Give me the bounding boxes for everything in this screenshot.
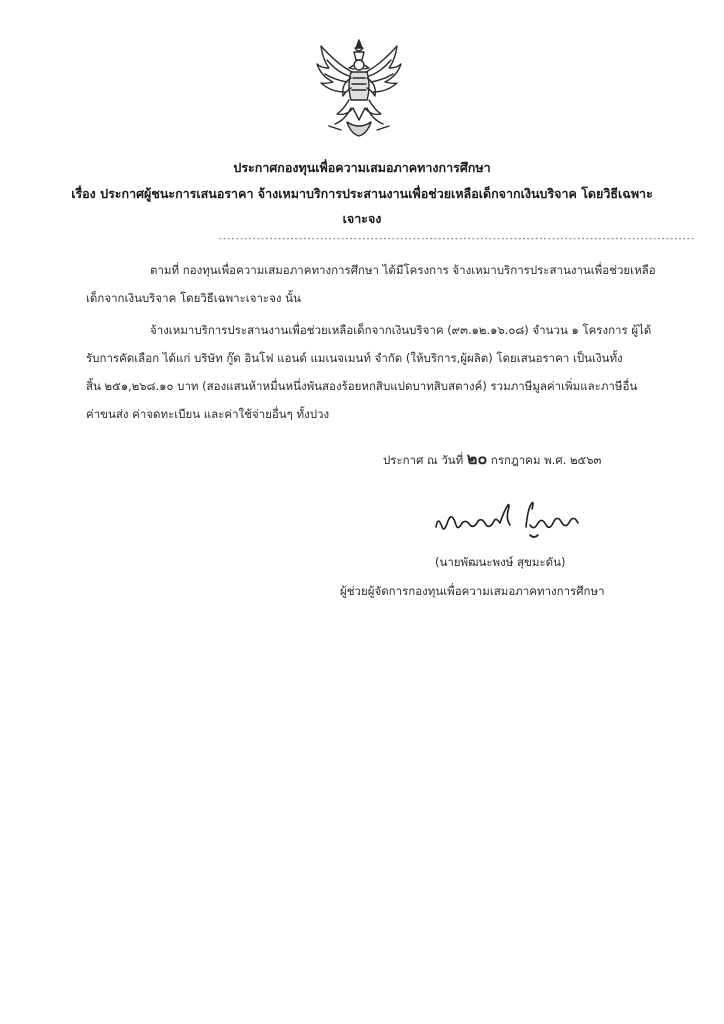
- paragraph-2-line-1: จ้างเหมาบริการประสานงานเพื่อช่วยเหลือเด็กจากเงินบริจาค (๙๓.๑๒.๑๖.๐๘) จำนวน ๑ โครงการ ผู้ได้: [150, 323, 652, 337]
- announcement-subject: เรื่อง ประกาศผู้ชนะการเสนอราคา จ้างเหมาบริการประสานงานเพื่อช่วยเหลือเด็กจากเงินบริจาค โดยวิธีเฉพาะ: [71, 186, 653, 201]
- garuda-emblem-icon: [311, 38, 407, 138]
- signer-name: (นายพัฒนะพงษ์ สุขมะดัน): [435, 555, 566, 569]
- paragraph-2-line-3: สิ้น ๒๕๑,๒๖๘.๑๐ บาท (สองแสนห้าหมื่นหนึ่งพันสองร้อยหกสิบแปดบาทสิบสตางค์) รวมภาษีมูลค่าเพิ่มและภาษีอื่น: [86, 379, 638, 393]
- date-prefix: ประกาศ ณ วันที่: [383, 453, 467, 467]
- separator-line: -----------------------------------------------------------------------------------------------------------------: [218, 234, 695, 243]
- paragraph-2-line-4: ค่าขนส่ง ค่าจดทะเบียน และค่าใช้จ่ายอื่นๆ ทั้งปวง: [86, 407, 330, 421]
- date-day: ๒๐: [466, 449, 488, 468]
- paragraph-1-line-2: เด็กจากเงินบริจาค โดยวิธีเฉพาะเจาะจง นั้น: [86, 291, 301, 305]
- announcement-date: [383, 447, 601, 472]
- date-suffix: กรกฎาคม พ.ศ. ๒๕๖๓: [487, 453, 602, 467]
- handwritten-signature: [430, 497, 590, 545]
- signer-position: ผู้ช่วยผู้จัดการกองทุนเพื่อความเสมอภาคทางการศึกษา: [340, 584, 605, 598]
- announcement-title: ประกาศกองทุนเพื่อความเสมอภาคทางการศึกษา: [233, 160, 491, 175]
- paragraph-2-line-2: รับการคัดเลือก ได้แก่ บริษัท กู๊ด อินโฟ แอนด์ แมเนจเมนท์ จำกัด (ให้บริการ,ผู้ผลิต) โดยเสนอราคา เป็นเงินทั้ง: [86, 351, 623, 365]
- paragraph-1-line-1: ตามที่ กองทุนเพื่อความเสมอภาคทางการศึกษา ได้มีโครงการ จ้างเหมาบริการประสานงานเพื่อช่วยเหลือ: [150, 263, 656, 277]
- announcement-subject-continued: เจาะจง: [342, 211, 382, 226]
